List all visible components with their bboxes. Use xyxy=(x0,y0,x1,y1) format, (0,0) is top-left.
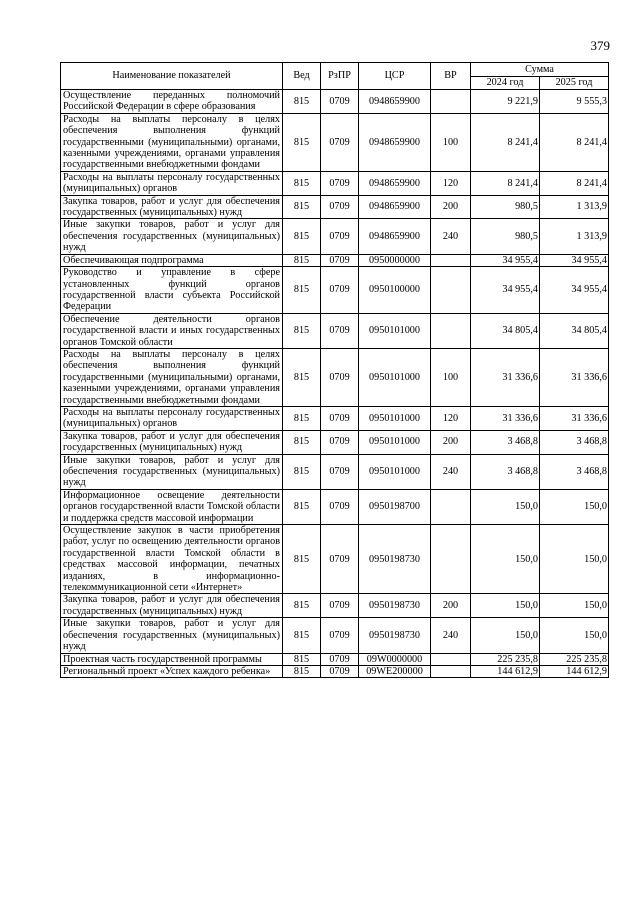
cell-csr: 09W0000000 xyxy=(359,653,431,665)
cell-2024: 3 468,8 xyxy=(471,454,540,489)
cell-rzpr: 0709 xyxy=(321,454,359,489)
header-sum: Сумма xyxy=(471,63,609,77)
table-row xyxy=(61,618,609,653)
cell-name: Обеспечение деятельности органов государственной власти и иных государственных органов Томской области xyxy=(61,313,283,348)
cell-2024: 150,0 xyxy=(471,618,540,653)
cell-ved: 815 xyxy=(283,195,321,219)
cell-ved: 815 xyxy=(283,113,321,171)
cell-vr: 120 xyxy=(431,171,471,195)
header-year-2025: 2025 год xyxy=(540,76,609,90)
cell-2024: 34 955,4 xyxy=(471,267,540,314)
cell-2025: 8 241,4 xyxy=(540,113,609,171)
cell-csr: 0948659900 xyxy=(359,113,431,171)
header-year-2024: 2024 год xyxy=(471,76,540,90)
cell-name: Руководство и управление в сфере установленных функций органов государственной власти субъекта Российской Федерации xyxy=(61,267,283,314)
cell-rzpr: 0709 xyxy=(321,113,359,171)
cell-name: Региональный проект «Успех каждого ребенка» xyxy=(61,665,283,677)
cell-2025: 34 955,4 xyxy=(540,267,609,314)
cell-rzpr: 0709 xyxy=(321,618,359,653)
cell-name: Закупка товаров, работ и услуг для обеспечения государственных (муниципальных) нужд xyxy=(61,594,283,618)
cell-2025: 144 612,9 xyxy=(540,665,609,677)
page-number: 379 xyxy=(590,38,610,53)
cell-rzpr: 0709 xyxy=(321,267,359,314)
cell-vr: 120 xyxy=(431,406,471,430)
table-row xyxy=(61,489,609,524)
cell-ved: 815 xyxy=(283,665,321,677)
table-row xyxy=(61,113,609,171)
cell-csr: 0948659900 xyxy=(359,195,431,219)
cell-2024: 31 336,6 xyxy=(471,348,540,406)
cell-ved: 815 xyxy=(283,489,321,524)
cell-vr: 100 xyxy=(431,348,471,406)
cell-ved: 815 xyxy=(283,254,321,266)
cell-2025: 150,0 xyxy=(540,525,609,594)
cell-vr xyxy=(431,254,471,266)
cell-2025: 1 313,9 xyxy=(540,195,609,219)
table-row xyxy=(61,195,609,219)
cell-2025: 31 336,6 xyxy=(540,406,609,430)
cell-csr: 0950000000 xyxy=(359,254,431,266)
cell-2025: 150,0 xyxy=(540,594,609,618)
table-row xyxy=(61,313,609,348)
cell-name: Обеспечивающая подпрограмма xyxy=(61,254,283,266)
cell-2025: 150,0 xyxy=(540,618,609,653)
table-row xyxy=(61,454,609,489)
cell-csr: 0950198730 xyxy=(359,525,431,594)
cell-rzpr: 0709 xyxy=(321,665,359,677)
table-row xyxy=(61,665,609,677)
cell-2025: 34 805,4 xyxy=(540,313,609,348)
cell-csr: 0950198700 xyxy=(359,489,431,524)
cell-2024: 980,5 xyxy=(471,195,540,219)
cell-ved: 815 xyxy=(283,90,321,114)
table-row xyxy=(61,219,609,254)
cell-name: Расходы на выплаты персоналу в целях обеспечения выполнения функций государственными (муниципальными) органами, казенными учреждениями, органами управления государственными внебюджетными фондами xyxy=(61,348,283,406)
cell-2025: 9 555,3 xyxy=(540,90,609,114)
cell-name: Расходы на выплаты персоналу государственных (муниципальных) органов xyxy=(61,406,283,430)
cell-2025: 225 235,8 xyxy=(540,653,609,665)
cell-csr: 0950100000 xyxy=(359,267,431,314)
cell-rzpr: 0709 xyxy=(321,348,359,406)
table-row xyxy=(61,348,609,406)
header-ved: Вед xyxy=(283,63,321,90)
cell-2024: 31 336,6 xyxy=(471,406,540,430)
table-row xyxy=(61,254,609,266)
cell-name: Расходы на выплаты персоналу в целях обеспечения выполнения функций государственными (муниципальными) органами, казенными учреждениями, органами управления государственными внебюджетными фондами xyxy=(61,113,283,171)
cell-2024: 150,0 xyxy=(471,489,540,524)
cell-csr: 0950101000 xyxy=(359,454,431,489)
cell-csr: 0950198730 xyxy=(359,594,431,618)
cell-csr: 09WE200000 xyxy=(359,665,431,677)
cell-csr: 0950101000 xyxy=(359,348,431,406)
cell-rzpr: 0709 xyxy=(321,313,359,348)
cell-vr: 200 xyxy=(431,195,471,219)
cell-2024: 3 468,8 xyxy=(471,430,540,454)
cell-csr: 0948659900 xyxy=(359,219,431,254)
cell-2025: 3 468,8 xyxy=(540,430,609,454)
cell-ved: 815 xyxy=(283,171,321,195)
cell-rzpr: 0709 xyxy=(321,254,359,266)
cell-name: Закупка товаров, работ и услуг для обеспечения государственных (муниципальных) нужд xyxy=(61,195,283,219)
cell-rzpr: 0709 xyxy=(321,90,359,114)
cell-ved: 815 xyxy=(283,430,321,454)
cell-csr: 0950101000 xyxy=(359,313,431,348)
cell-2025: 3 468,8 xyxy=(540,454,609,489)
header-rzpr: РзПР xyxy=(321,63,359,90)
budget-table xyxy=(60,62,609,678)
cell-csr: 0950101000 xyxy=(359,430,431,454)
cell-vr xyxy=(431,90,471,114)
cell-name: Иные закупки товаров, работ и услуг для обеспечения государственных (муниципальных) нужд xyxy=(61,219,283,254)
table-row xyxy=(61,594,609,618)
cell-name: Осуществление закупок в части приобретения работ, услуг по освещению деятельности органов государственной власти Томской области в средствах массовой информации, печатных изданиях, в информационно-телекоммуникационной сети «Интернет» xyxy=(61,525,283,594)
cell-rzpr: 0709 xyxy=(321,594,359,618)
cell-2024: 150,0 xyxy=(471,594,540,618)
cell-2024: 8 241,4 xyxy=(471,171,540,195)
cell-2024: 34 805,4 xyxy=(471,313,540,348)
cell-name: Иные закупки товаров, работ и услуг для обеспечения государственных (муниципальных) нужд xyxy=(61,618,283,653)
cell-ved: 815 xyxy=(283,406,321,430)
header-vr: ВР xyxy=(431,63,471,90)
cell-rzpr: 0709 xyxy=(321,171,359,195)
table-body xyxy=(61,90,609,678)
table-row xyxy=(61,653,609,665)
cell-vr xyxy=(431,665,471,677)
table-row xyxy=(61,171,609,195)
cell-name: Проектная часть государственной программы xyxy=(61,653,283,665)
cell-rzpr: 0709 xyxy=(321,406,359,430)
cell-2025: 1 313,9 xyxy=(540,219,609,254)
cell-ved: 815 xyxy=(283,267,321,314)
cell-vr xyxy=(431,313,471,348)
cell-2024: 225 235,8 xyxy=(471,653,540,665)
cell-name: Закупка товаров, работ и услуг для обеспечения государственных (муниципальных) нужд xyxy=(61,430,283,454)
cell-csr: 0948659900 xyxy=(359,90,431,114)
cell-vr: 240 xyxy=(431,219,471,254)
cell-ved: 815 xyxy=(283,454,321,489)
cell-rzpr: 0709 xyxy=(321,653,359,665)
cell-rzpr: 0709 xyxy=(321,430,359,454)
cell-2025: 31 336,6 xyxy=(540,348,609,406)
cell-ved: 815 xyxy=(283,594,321,618)
cell-vr: 100 xyxy=(431,113,471,171)
cell-vr xyxy=(431,653,471,665)
cell-name: Иные закупки товаров, работ и услуг для обеспечения государственных (муниципальных) нужд xyxy=(61,454,283,489)
cell-rzpr: 0709 xyxy=(321,525,359,594)
header-row xyxy=(61,63,609,77)
cell-ved: 815 xyxy=(283,313,321,348)
cell-2024: 8 241,4 xyxy=(471,113,540,171)
cell-ved: 815 xyxy=(283,219,321,254)
cell-csr: 0950198730 xyxy=(359,618,431,653)
table-row xyxy=(61,90,609,114)
cell-2024: 150,0 xyxy=(471,525,540,594)
cell-vr: 240 xyxy=(431,618,471,653)
cell-2025: 8 241,4 xyxy=(540,171,609,195)
cell-2024: 144 612,9 xyxy=(471,665,540,677)
cell-2024: 9 221,9 xyxy=(471,90,540,114)
cell-ved: 815 xyxy=(283,618,321,653)
header-csr: ЦСР xyxy=(359,63,431,90)
table-row xyxy=(61,525,609,594)
cell-rzpr: 0709 xyxy=(321,219,359,254)
cell-vr xyxy=(431,525,471,594)
table-row xyxy=(61,430,609,454)
table-row xyxy=(61,406,609,430)
cell-rzpr: 0709 xyxy=(321,195,359,219)
cell-2024: 34 955,4 xyxy=(471,254,540,266)
cell-name: Осуществление переданных полномочий Российской Федерации в сфере образования xyxy=(61,90,283,114)
cell-2025: 34 955,4 xyxy=(540,254,609,266)
cell-name: Расходы на выплаты персоналу государственных (муниципальных) органов xyxy=(61,171,283,195)
cell-ved: 815 xyxy=(283,348,321,406)
cell-vr: 200 xyxy=(431,594,471,618)
table-row xyxy=(61,267,609,314)
cell-csr: 0950101000 xyxy=(359,406,431,430)
header-name: Наименование показателей xyxy=(61,63,283,90)
cell-vr: 200 xyxy=(431,430,471,454)
cell-rzpr: 0709 xyxy=(321,489,359,524)
cell-vr xyxy=(431,267,471,314)
cell-2024: 980,5 xyxy=(471,219,540,254)
cell-ved: 815 xyxy=(283,653,321,665)
cell-2025: 150,0 xyxy=(540,489,609,524)
cell-vr: 240 xyxy=(431,454,471,489)
cell-name: Информационное освещение деятельности органов государственной власти Томской области и поддержка средств массовой информации xyxy=(61,489,283,524)
cell-vr xyxy=(431,489,471,524)
cell-ved: 815 xyxy=(283,525,321,594)
cell-csr: 0948659900 xyxy=(359,171,431,195)
